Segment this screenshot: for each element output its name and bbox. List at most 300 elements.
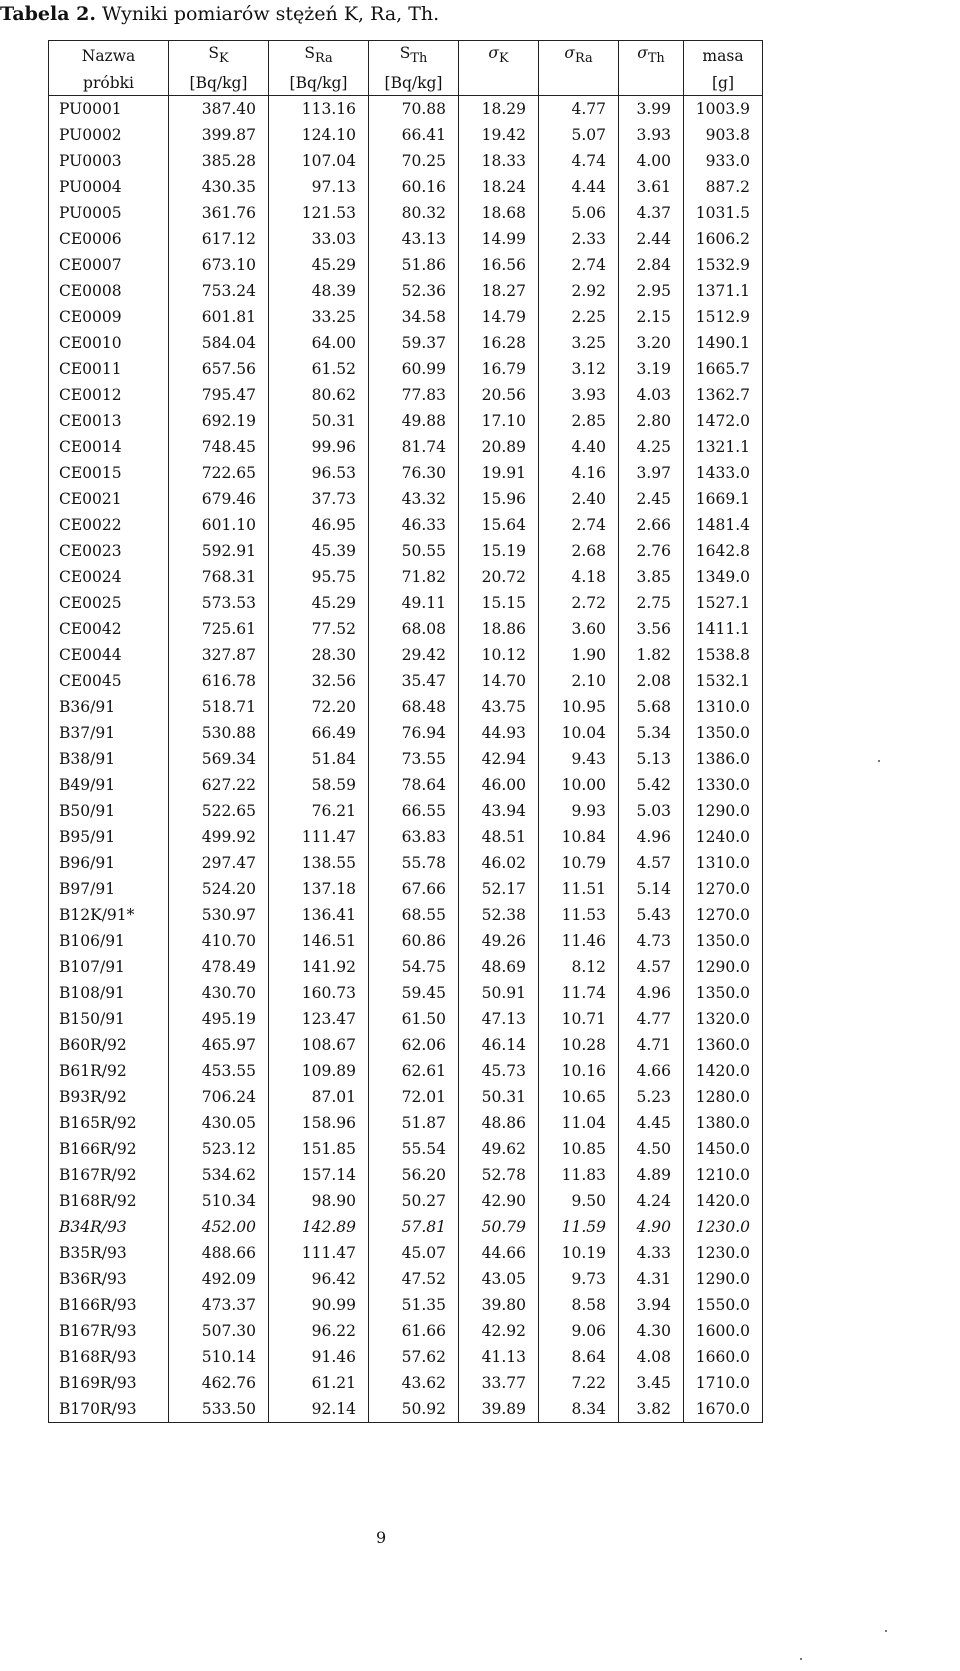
cell-name: B36R/93 [49, 1266, 169, 1292]
cell-sra: 50.31 [269, 408, 369, 434]
cell-sra: 141.92 [269, 954, 369, 980]
cell-sigma-th: 4.57 [619, 954, 684, 980]
cell-sigma-th: 5.68 [619, 694, 684, 720]
cell-sra: 136.41 [269, 902, 369, 928]
cell-sigma-ra: 10.65 [539, 1084, 619, 1110]
table-row [49, 590, 763, 616]
table-caption [0, 3, 439, 25]
cell-sk: 706.24 [169, 1084, 269, 1110]
cell-name: B37/91 [49, 720, 169, 746]
cell-mass: 1350.0 [684, 720, 763, 746]
cell-mass: 1349.0 [684, 564, 763, 590]
table-row [49, 1084, 763, 1110]
cell-sigma-th: 2.95 [619, 278, 684, 304]
cell-sigma-k: 43.05 [459, 1266, 539, 1292]
table-row [49, 356, 763, 382]
cell-sra: 124.10 [269, 122, 369, 148]
cell-name: B36/91 [49, 694, 169, 720]
cell-sigma-ra: 9.73 [539, 1266, 619, 1292]
cell-sigma-th: 2.08 [619, 668, 684, 694]
table-row [49, 668, 763, 694]
cell-sk: 327.87 [169, 642, 269, 668]
cell-sra: 72.20 [269, 694, 369, 720]
cell-sigma-k: 15.19 [459, 538, 539, 564]
cell-mass: 1350.0 [684, 980, 763, 1006]
cell-sth: 29.42 [369, 642, 459, 668]
cell-sra: 160.73 [269, 980, 369, 1006]
cell-sigma-th: 4.90 [619, 1214, 684, 1240]
cell-sk: 462.76 [169, 1370, 269, 1396]
cell-sk: 385.28 [169, 148, 269, 174]
cell-sra: 48.39 [269, 278, 369, 304]
cell-name: B108/91 [49, 980, 169, 1006]
cell-sth: 68.48 [369, 694, 459, 720]
cell-sth: 59.37 [369, 330, 459, 356]
cell-sigma-k: 48.51 [459, 824, 539, 850]
cell-name: PU0005 [49, 200, 169, 226]
cell-sigma-ra: 4.16 [539, 460, 619, 486]
cell-sth: 68.55 [369, 902, 459, 928]
cell-sigma-th: 4.66 [619, 1058, 684, 1084]
cell-sigma-k: 18.29 [459, 96, 539, 123]
table-row [49, 954, 763, 980]
cell-sigma-ra: 4.74 [539, 148, 619, 174]
cell-sth: 45.07 [369, 1240, 459, 1266]
cell-name: CE0023 [49, 538, 169, 564]
cell-sigma-th: 4.30 [619, 1318, 684, 1344]
cell-sth: 72.01 [369, 1084, 459, 1110]
cell-mass: 1527.1 [684, 590, 763, 616]
cell-sigma-ra: 11.83 [539, 1162, 619, 1188]
cell-sigma-k: 48.86 [459, 1110, 539, 1136]
cell-sigma-th: 5.42 [619, 772, 684, 798]
cell-sk: 430.70 [169, 980, 269, 1006]
cell-sth: 67.66 [369, 876, 459, 902]
cell-sk: 495.19 [169, 1006, 269, 1032]
cell-sra: 157.14 [269, 1162, 369, 1188]
cell-sigma-ra: 5.07 [539, 122, 619, 148]
cell-sigma-th: 4.96 [619, 980, 684, 1006]
table-row [49, 226, 763, 252]
cell-sigma-ra: 3.25 [539, 330, 619, 356]
cell-sigma-th: 2.80 [619, 408, 684, 434]
cell-name: B168R/93 [49, 1344, 169, 1370]
cell-mass: 1290.0 [684, 954, 763, 980]
cell-sigma-ra: 10.71 [539, 1006, 619, 1032]
col-header-name-line2: próbki [49, 71, 169, 96]
cell-sth: 77.83 [369, 382, 459, 408]
cell-mass: 1642.8 [684, 538, 763, 564]
cell-sigma-th: 3.93 [619, 122, 684, 148]
cell-sigma-ra: 11.04 [539, 1110, 619, 1136]
cell-sk: 530.97 [169, 902, 269, 928]
cell-sra: 123.47 [269, 1006, 369, 1032]
table-row [49, 538, 763, 564]
cell-sra: 95.75 [269, 564, 369, 590]
col-header-sigma-th: $\sigma_{Th}$ [619, 41, 684, 72]
cell-name: B95/91 [49, 824, 169, 850]
cell-sth: 54.75 [369, 954, 459, 980]
cell-mass: 903.8 [684, 122, 763, 148]
cell-sigma-k: 50.79 [459, 1214, 539, 1240]
cell-sigma-th: 4.96 [619, 824, 684, 850]
cell-name: B166R/93 [49, 1292, 169, 1318]
cell-sigma-k: 52.38 [459, 902, 539, 928]
table-row [49, 824, 763, 850]
table-row [49, 720, 763, 746]
cell-sk: 627.22 [169, 772, 269, 798]
cell-sra: 77.52 [269, 616, 369, 642]
cell-sk: 452.00 [169, 1214, 269, 1240]
cell-sigma-k: 20.72 [459, 564, 539, 590]
cell-sk: 679.46 [169, 486, 269, 512]
cell-sigma-k: 46.14 [459, 1032, 539, 1058]
cell-sth: 43.62 [369, 1370, 459, 1396]
cell-sigma-ra: 2.68 [539, 538, 619, 564]
cell-name: PU0003 [49, 148, 169, 174]
cell-mass: 1380.0 [684, 1110, 763, 1136]
cell-mass: 1290.0 [684, 798, 763, 824]
table-row [49, 1240, 763, 1266]
cell-sigma-k: 18.68 [459, 200, 539, 226]
cell-name: PU0001 [49, 96, 169, 123]
cell-sigma-th: 2.76 [619, 538, 684, 564]
cell-sigma-k: 16.56 [459, 252, 539, 278]
cell-mass: 1350.0 [684, 928, 763, 954]
cell-sth: 71.82 [369, 564, 459, 590]
cell-name: B93R/92 [49, 1084, 169, 1110]
cell-sigma-th: 2.66 [619, 512, 684, 538]
table-row [49, 772, 763, 798]
cell-sra: 137.18 [269, 876, 369, 902]
table-row [49, 928, 763, 954]
cell-sigma-k: 42.90 [459, 1188, 539, 1214]
cell-name: CE0008 [49, 278, 169, 304]
cell-sigma-ra: 7.22 [539, 1370, 619, 1396]
cell-name: B166R/92 [49, 1136, 169, 1162]
cell-sk: 722.65 [169, 460, 269, 486]
cell-mass: 1512.9 [684, 304, 763, 330]
cell-sigma-th: 4.37 [619, 200, 684, 226]
cell-mass: 1362.7 [684, 382, 763, 408]
cell-sigma-th: 5.13 [619, 746, 684, 772]
cell-sk: 753.24 [169, 278, 269, 304]
cell-mass: 1550.0 [684, 1292, 763, 1318]
cell-sigma-k: 42.94 [459, 746, 539, 772]
measurement-table [48, 40, 763, 1423]
table-row [49, 642, 763, 668]
cell-sigma-ra: 10.16 [539, 1058, 619, 1084]
cell-sra: 66.49 [269, 720, 369, 746]
cell-sigma-ra: 11.51 [539, 876, 619, 902]
cell-sth: 68.08 [369, 616, 459, 642]
cell-sk: 601.10 [169, 512, 269, 538]
table-row [49, 1396, 763, 1423]
cell-sigma-th: 1.82 [619, 642, 684, 668]
table-row [49, 798, 763, 824]
cell-sigma-th: 3.61 [619, 174, 684, 200]
cell-sigma-th: 4.00 [619, 148, 684, 174]
cell-mass: 1386.0 [684, 746, 763, 772]
scan-speck [800, 1658, 802, 1660]
cell-mass: 1360.0 [684, 1032, 763, 1058]
cell-sigma-ra: 2.74 [539, 252, 619, 278]
cell-sigma-th: 3.20 [619, 330, 684, 356]
table-row [49, 200, 763, 226]
cell-sra: 97.13 [269, 174, 369, 200]
cell-sigma-k: 44.93 [459, 720, 539, 746]
cell-sth: 78.64 [369, 772, 459, 798]
cell-name: B97/91 [49, 876, 169, 902]
page-number: 9 [376, 1528, 387, 1547]
cell-sth: 46.33 [369, 512, 459, 538]
cell-sk: 399.87 [169, 122, 269, 148]
col-header-mass-unit: [g] [684, 71, 763, 96]
cell-mass: 1481.4 [684, 512, 763, 538]
cell-sra: 158.96 [269, 1110, 369, 1136]
col-header-sra: $S_{Ra}$ [269, 41, 369, 72]
cell-mass: 1472.0 [684, 408, 763, 434]
cell-sth: 70.25 [369, 148, 459, 174]
cell-sk: 748.45 [169, 434, 269, 460]
table-row [49, 1370, 763, 1396]
cell-mass: 1411.1 [684, 616, 763, 642]
cell-name: B167R/92 [49, 1162, 169, 1188]
cell-sigma-th: 3.99 [619, 96, 684, 123]
cell-sigma-th: 4.45 [619, 1110, 684, 1136]
cell-sth: 43.32 [369, 486, 459, 512]
cell-sigma-ra: 4.77 [539, 96, 619, 123]
cell-sigma-th: 4.08 [619, 1344, 684, 1370]
cell-sth: 60.86 [369, 928, 459, 954]
table-row [49, 1136, 763, 1162]
cell-sigma-k: 16.79 [459, 356, 539, 382]
cell-sk: 524.20 [169, 876, 269, 902]
cell-sigma-ra: 1.90 [539, 642, 619, 668]
table-row [49, 330, 763, 356]
cell-sigma-ra: 3.12 [539, 356, 619, 382]
cell-sk: 518.71 [169, 694, 269, 720]
cell-name: CE0045 [49, 668, 169, 694]
cell-sk: 430.05 [169, 1110, 269, 1136]
cell-name: CE0014 [49, 434, 169, 460]
cell-mass: 1321.1 [684, 434, 763, 460]
cell-sra: 51.84 [269, 746, 369, 772]
cell-sk: 601.81 [169, 304, 269, 330]
cell-sigma-k: 17.10 [459, 408, 539, 434]
table-row [49, 434, 763, 460]
cell-sigma-k: 49.62 [459, 1136, 539, 1162]
table-row [49, 252, 763, 278]
table-row [49, 1110, 763, 1136]
cell-name: CE0024 [49, 564, 169, 590]
cell-sigma-k: 15.96 [459, 486, 539, 512]
table-row [49, 1214, 763, 1240]
col-header-sth-unit: [Bq/kg] [369, 71, 459, 96]
cell-sra: 33.25 [269, 304, 369, 330]
cell-sra: 92.14 [269, 1396, 369, 1423]
cell-sth: 50.92 [369, 1396, 459, 1423]
cell-name: CE0015 [49, 460, 169, 486]
table-row [49, 1266, 763, 1292]
scan-speck [885, 1630, 887, 1632]
cell-sigma-ra: 9.93 [539, 798, 619, 824]
cell-sk: 522.65 [169, 798, 269, 824]
cell-sigma-k: 48.69 [459, 954, 539, 980]
cell-sra: 96.53 [269, 460, 369, 486]
cell-sigma-ra: 3.93 [539, 382, 619, 408]
col-header-sigma-ra-unit [539, 71, 619, 96]
cell-sigma-th: 4.33 [619, 1240, 684, 1266]
cell-sra: 142.89 [269, 1214, 369, 1240]
cell-sra: 61.21 [269, 1370, 369, 1396]
cell-sra: 45.29 [269, 252, 369, 278]
cell-sth: 81.74 [369, 434, 459, 460]
col-header-sigma-k-unit [459, 71, 539, 96]
cell-sra: 28.30 [269, 642, 369, 668]
cell-sth: 59.45 [369, 980, 459, 1006]
cell-sigma-ra: 2.85 [539, 408, 619, 434]
cell-mass: 1230.0 [684, 1214, 763, 1240]
cell-sigma-th: 4.89 [619, 1162, 684, 1188]
table-row [49, 408, 763, 434]
cell-sth: 50.55 [369, 538, 459, 564]
table-row [49, 96, 763, 123]
cell-sra: 113.16 [269, 96, 369, 123]
cell-name: CE0025 [49, 590, 169, 616]
cell-sigma-th: 3.56 [619, 616, 684, 642]
cell-sigma-ra: 5.06 [539, 200, 619, 226]
cell-sth: 43.13 [369, 226, 459, 252]
cell-sigma-th: 5.43 [619, 902, 684, 928]
cell-mass: 1450.0 [684, 1136, 763, 1162]
cell-name: B60R/92 [49, 1032, 169, 1058]
table-body [49, 96, 763, 1423]
cell-sra: 45.39 [269, 538, 369, 564]
scan-speck [878, 760, 880, 762]
cell-sth: 63.83 [369, 824, 459, 850]
cell-sigma-th: 4.50 [619, 1136, 684, 1162]
cell-sth: 57.81 [369, 1214, 459, 1240]
cell-sigma-ra: 10.28 [539, 1032, 619, 1058]
cell-name: B35R/93 [49, 1240, 169, 1266]
col-header-sigma-th-unit [619, 71, 684, 96]
cell-sigma-k: 20.89 [459, 434, 539, 460]
cell-sigma-th: 3.45 [619, 1370, 684, 1396]
cell-sigma-k: 44.66 [459, 1240, 539, 1266]
cell-mass: 1330.0 [684, 772, 763, 798]
cell-sigma-th: 4.57 [619, 850, 684, 876]
cell-sk: 617.12 [169, 226, 269, 252]
cell-sigma-th: 3.19 [619, 356, 684, 382]
table-row [49, 902, 763, 928]
cell-sth: 76.30 [369, 460, 459, 486]
cell-name: CE0042 [49, 616, 169, 642]
cell-sk: 569.34 [169, 746, 269, 772]
cell-sra: 109.89 [269, 1058, 369, 1084]
table-row [49, 1006, 763, 1032]
cell-sra: 32.56 [269, 668, 369, 694]
cell-sigma-ra: 11.53 [539, 902, 619, 928]
cell-sk: 510.14 [169, 1344, 269, 1370]
cell-sigma-k: 18.24 [459, 174, 539, 200]
cell-sra: 37.73 [269, 486, 369, 512]
cell-name: CE0009 [49, 304, 169, 330]
col-header-sra-unit: [Bq/kg] [269, 71, 369, 96]
cell-mass: 1290.0 [684, 1266, 763, 1292]
cell-sigma-k: 15.15 [459, 590, 539, 616]
cell-sigma-th: 2.45 [619, 486, 684, 512]
cell-sra: 96.42 [269, 1266, 369, 1292]
cell-sra: 46.95 [269, 512, 369, 538]
cell-sigma-ra: 9.43 [539, 746, 619, 772]
cell-mass: 1710.0 [684, 1370, 763, 1396]
cell-sigma-th: 2.44 [619, 226, 684, 252]
cell-sigma-k: 46.00 [459, 772, 539, 798]
cell-mass: 1031.5 [684, 200, 763, 226]
col-header-sigma-ra: $\sigma_{Ra}$ [539, 41, 619, 72]
cell-sigma-th: 3.85 [619, 564, 684, 590]
cell-sra: 98.90 [269, 1188, 369, 1214]
cell-name: CE0011 [49, 356, 169, 382]
cell-sigma-th: 4.03 [619, 382, 684, 408]
table-row [49, 694, 763, 720]
cell-mass: 1665.7 [684, 356, 763, 382]
cell-name: CE0006 [49, 226, 169, 252]
cell-sigma-k: 43.94 [459, 798, 539, 824]
col-header-sigma-k: $\sigma_K$ [459, 41, 539, 72]
cell-sth: 60.16 [369, 174, 459, 200]
table-row [49, 122, 763, 148]
cell-sth: 49.88 [369, 408, 459, 434]
table-row [49, 850, 763, 876]
cell-mass: 1490.1 [684, 330, 763, 356]
cell-sigma-th: 3.94 [619, 1292, 684, 1318]
cell-sth: 61.50 [369, 1006, 459, 1032]
cell-sigma-k: 50.91 [459, 980, 539, 1006]
cell-sra: 111.47 [269, 824, 369, 850]
cell-mass: 1538.8 [684, 642, 763, 668]
cell-sigma-ra: 2.40 [539, 486, 619, 512]
cell-sra: 64.00 [269, 330, 369, 356]
table-row [49, 1344, 763, 1370]
cell-sk: 492.09 [169, 1266, 269, 1292]
cell-sth: 52.36 [369, 278, 459, 304]
cell-name: B170R/93 [49, 1396, 169, 1423]
cell-mass: 1210.0 [684, 1162, 763, 1188]
cell-sra: 45.29 [269, 590, 369, 616]
cell-sigma-th: 4.77 [619, 1006, 684, 1032]
col-header-mass: masa [684, 41, 763, 72]
col-header-sk: $S_K$ [169, 41, 269, 72]
cell-sigma-k: 41.13 [459, 1344, 539, 1370]
cell-sra: 111.47 [269, 1240, 369, 1266]
col-header-name: Nazwa [49, 41, 169, 72]
cell-sigma-ra: 10.19 [539, 1240, 619, 1266]
cell-sra: 146.51 [269, 928, 369, 954]
cell-sk: 584.04 [169, 330, 269, 356]
cell-sk: 465.97 [169, 1032, 269, 1058]
cell-sk: 795.47 [169, 382, 269, 408]
cell-sk: 361.76 [169, 200, 269, 226]
cell-sigma-k: 39.80 [459, 1292, 539, 1318]
cell-name: B165R/92 [49, 1110, 169, 1136]
cell-sigma-ra: 8.34 [539, 1396, 619, 1423]
col-header-sk-unit: [Bq/kg] [169, 71, 269, 96]
cell-sra: 121.53 [269, 200, 369, 226]
cell-sigma-ra: 4.40 [539, 434, 619, 460]
cell-sk: 692.19 [169, 408, 269, 434]
